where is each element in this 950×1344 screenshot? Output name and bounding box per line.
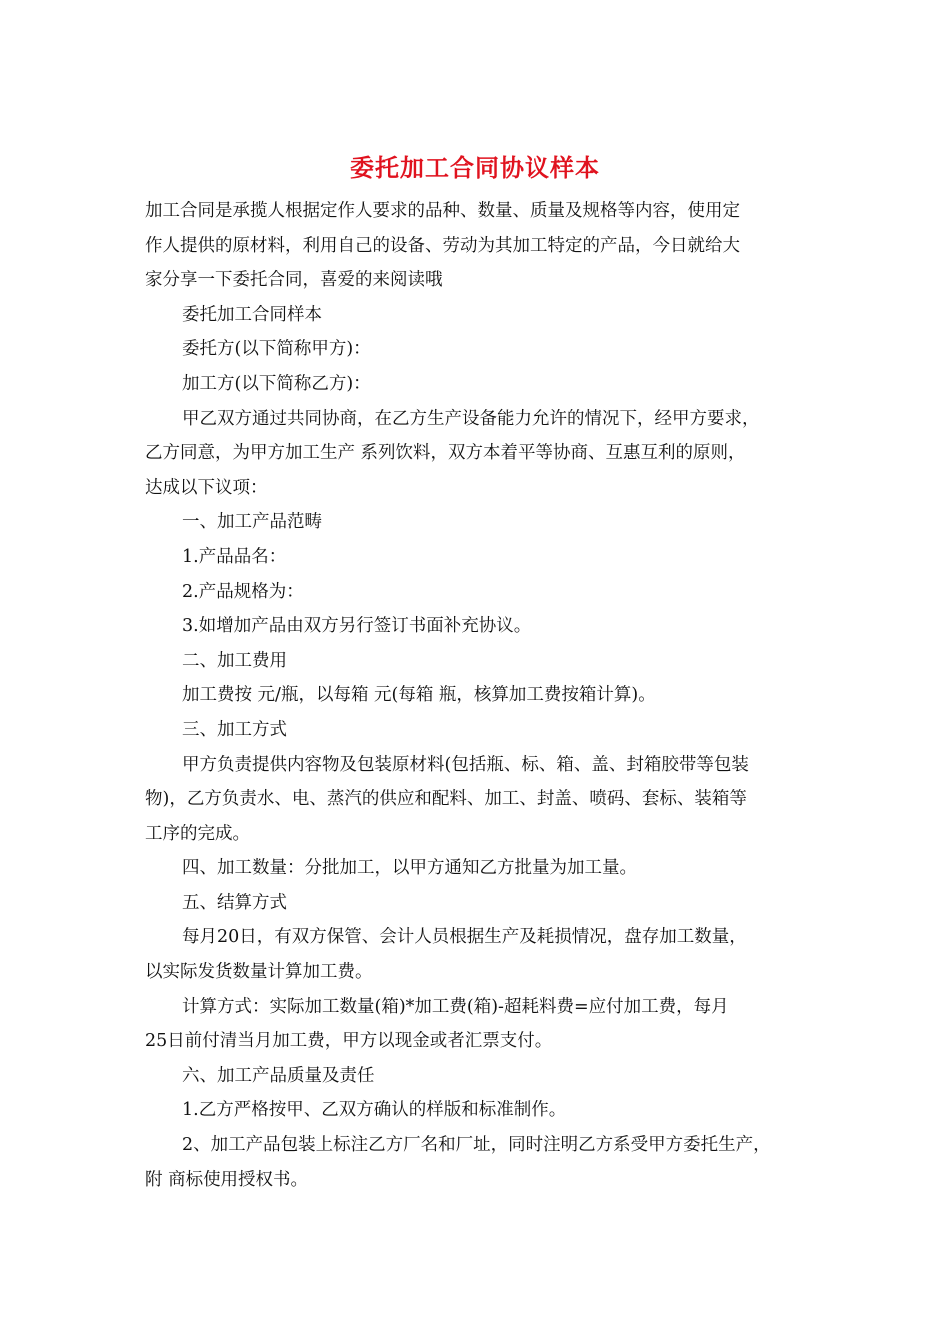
body-line: 以实际发货数量计算加工费。 (145, 962, 373, 983)
body-line: 25日前付清当月加工费，甲方以现金或者汇票支付。 (145, 1031, 553, 1052)
body-line: 家分享一下委托合同，喜爱的来阅读哦 (145, 270, 443, 291)
body-line: 2.产品规格为： (182, 581, 304, 602)
body-line: 甲乙双方通过共同协商，在乙方生产设备能力允许的情况下，经甲方要求， (182, 408, 760, 429)
body-line: 作人提供的原材料，利用自己的设备、劳动为其加工特定的产品，今日就给大 (145, 235, 740, 256)
document-title: 委托加工合同协议样本 (350, 153, 600, 182)
body-line: 委托方(以下简称甲方)： (182, 339, 371, 360)
section-heading: 二、加工费用 (182, 650, 287, 671)
body-line: 1.产品品名： (182, 546, 287, 567)
body-line: 加工费按 元/瓶，以每箱 元(每箱 瓶，核算加工费按箱计算)。 (182, 685, 656, 706)
body-line: 1.乙方严格按甲、乙双方确认的样版和标准制作。 (182, 1100, 567, 1121)
body-line: 乙方同意，为甲方加工生产 系列饮料，双方本着平等协商、互惠互利的原则， (145, 443, 746, 464)
body-line: 计算方式：实际加工数量(箱)*加工费(箱)-超耗料费=应付加工费，每月 (182, 996, 729, 1017)
section-heading: 三、加工方式 (182, 719, 287, 740)
body-line: 3.如增加产品由双方另行签订书面补充协议。 (182, 616, 532, 637)
body-line: 甲方负责提供内容物及包装原材料(包括瓶、标、箱、盖、封箱胶带等包装 (182, 754, 749, 775)
body-line: 每月20日，有双方保管、会计人员根据生产及耗损情况，盘存加工数量， (182, 927, 747, 948)
section-heading: 一、加工产品范畴 (182, 512, 322, 533)
section-heading: 六、加工产品质量及责任 (182, 1065, 375, 1086)
section-heading: 四、加工数量：分批加工，以甲方通知乙方批量为加工量。 (182, 858, 637, 879)
body-line: 2、加工产品包装上标注乙方厂名和厂址，同时注明乙方系受甲方委托生产， (182, 1135, 771, 1156)
body-line: 达成以下议项： (145, 477, 268, 498)
document-body (145, 194, 810, 1197)
section-heading: 五、结算方式 (182, 892, 287, 913)
body-line: 委托加工合同样本 (182, 304, 322, 325)
body-line: 加工合同是承揽人根据定作人要求的品种、数量、质量及规格等内容，使用定 (145, 201, 740, 221)
body-line: 附 商标使用授权书。 (145, 1169, 309, 1190)
body-line: 加工方(以下简称乙方)： (182, 373, 371, 394)
body-line: 物)，乙方负责水、电、蒸汽的供应和配料、加工、封盖、喷码、套标、装箱等 (145, 789, 747, 810)
body-line: 工序的完成。 (145, 823, 250, 844)
